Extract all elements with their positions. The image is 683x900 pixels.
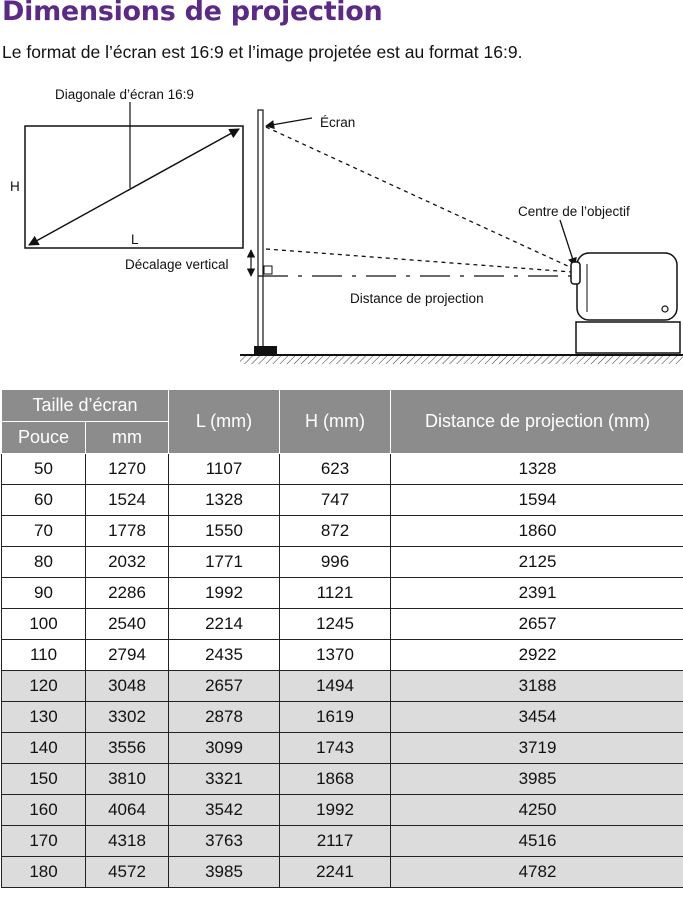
lens-center-label: Centre de l’objectif [518, 204, 630, 219]
table-row [2, 609, 683, 640]
cell-l: 3099 [169, 733, 280, 764]
projector-lens [571, 262, 580, 284]
cell-distance: 3719 [391, 733, 683, 764]
cell-distance: 2391 [391, 578, 683, 609]
table-row [2, 485, 683, 516]
cell-h: 2241 [280, 857, 391, 888]
cell-pouce: 150 [2, 764, 86, 795]
cell-distance: 4516 [391, 826, 683, 857]
projection-ray-top [266, 127, 572, 268]
cell-mm: 2286 [86, 578, 169, 609]
cell-pouce: 50 [2, 454, 86, 485]
lens-center-arrow [560, 220, 575, 266]
cell-distance: 3454 [391, 702, 683, 733]
cell-pouce: 110 [2, 640, 86, 671]
cell-mm: 4318 [86, 826, 169, 857]
cell-h: 1619 [280, 702, 391, 733]
cell-distance: 2125 [391, 547, 683, 578]
page-title: Dimensions de projection [2, 0, 383, 27]
table-row [2, 764, 683, 795]
cell-l: 1107 [169, 454, 280, 485]
cell-mm: 1524 [86, 485, 169, 516]
cell-mm: 4572 [86, 857, 169, 888]
cell-l: 1992 [169, 578, 280, 609]
table-row [2, 795, 683, 826]
cell-pouce: 60 [2, 485, 86, 516]
cell-l: 2435 [169, 640, 280, 671]
table-row [2, 578, 683, 609]
cell-l: 2657 [169, 671, 280, 702]
projection-distance-header: Distance de projection (mm) [391, 390, 683, 454]
cell-pouce: 140 [2, 733, 86, 764]
cell-distance: 4782 [391, 857, 683, 888]
cell-distance: 2922 [391, 640, 683, 671]
cell-pouce: 80 [2, 547, 86, 578]
cell-pouce: 130 [2, 702, 86, 733]
table-row [2, 640, 683, 671]
screen-label: Écran [320, 115, 356, 130]
cell-mm: 4064 [86, 795, 169, 826]
cell-h: 2117 [280, 826, 391, 857]
cell-l: 3542 [169, 795, 280, 826]
table-row [2, 826, 683, 857]
cell-distance: 1594 [391, 485, 683, 516]
projector-stand [576, 322, 680, 353]
cell-h: 1494 [280, 671, 391, 702]
table-row [2, 702, 683, 733]
projection-distance-label: Distance de projection [350, 291, 484, 306]
diagonal-arrow [29, 129, 239, 245]
cell-l: 2878 [169, 702, 280, 733]
cell-distance: 1860 [391, 516, 683, 547]
cell-mm: 2032 [86, 547, 169, 578]
cell-pouce: 100 [2, 609, 86, 640]
cell-mm: 2540 [86, 609, 169, 640]
table-row [2, 671, 683, 702]
projection-ray-bottom [266, 249, 572, 272]
cell-pouce: 170 [2, 826, 86, 857]
l-header: L (mm) [169, 390, 280, 454]
cell-pouce: 180 [2, 857, 86, 888]
cell-h: 1992 [280, 795, 391, 826]
cell-l: 3985 [169, 857, 280, 888]
screen-size-header: Taille d’écran [2, 390, 169, 422]
cell-h: 1370 [280, 640, 391, 671]
cell-mm: 3556 [86, 733, 169, 764]
cell-mm: 1778 [86, 516, 169, 547]
table-row [2, 733, 683, 764]
cell-h: 747 [280, 485, 391, 516]
floor-hatch [240, 356, 683, 364]
pouce-header: Pouce [2, 422, 86, 454]
cell-l: 1771 [169, 547, 280, 578]
cell-h: 996 [280, 547, 391, 578]
cell-l: 2214 [169, 609, 280, 640]
cell-h: 1868 [280, 764, 391, 795]
right-angle-mark [264, 266, 272, 274]
cell-h: 872 [280, 516, 391, 547]
cell-mm: 2794 [86, 640, 169, 671]
cell-h: 1743 [280, 733, 391, 764]
cell-mm: 3810 [86, 764, 169, 795]
cell-distance: 1328 [391, 454, 683, 485]
cell-mm: 3302 [86, 702, 169, 733]
h-header: H (mm) [280, 390, 391, 454]
table-row [2, 547, 683, 578]
screen-arrow [266, 118, 312, 126]
vertical-offset-label: Décalage vertical [125, 257, 229, 272]
cell-h: 1245 [280, 609, 391, 640]
screen-pole-base [254, 346, 277, 354]
cell-l: 3763 [169, 826, 280, 857]
table-row [2, 857, 683, 888]
cell-pouce: 160 [2, 795, 86, 826]
cell-distance: 2657 [391, 609, 683, 640]
table-row [2, 454, 683, 485]
cell-l: 3321 [169, 764, 280, 795]
cell-mm: 1270 [86, 454, 169, 485]
diagonal-label: Diagonale d’écran 16:9 [55, 87, 194, 102]
projection-table [1, 389, 683, 888]
table-row [2, 516, 683, 547]
cell-distance: 3188 [391, 671, 683, 702]
mm-header: mm [86, 422, 169, 454]
projection-diagram [0, 80, 683, 370]
page-subtitle: Le format de l’écran est 16:9 et l’image projetée est au format 16:9. [2, 42, 523, 62]
cell-pouce: 120 [2, 671, 86, 702]
cell-mm: 3048 [86, 671, 169, 702]
cell-pouce: 70 [2, 516, 86, 547]
cell-h: 1121 [280, 578, 391, 609]
screen-pole [258, 110, 263, 350]
cell-distance: 3985 [391, 764, 683, 795]
h-label: H [10, 179, 20, 194]
cell-l: 1328 [169, 485, 280, 516]
cell-h: 623 [280, 454, 391, 485]
cell-l: 1550 [169, 516, 280, 547]
cell-distance: 4250 [391, 795, 683, 826]
cell-pouce: 90 [2, 578, 86, 609]
l-label: L [131, 232, 139, 247]
